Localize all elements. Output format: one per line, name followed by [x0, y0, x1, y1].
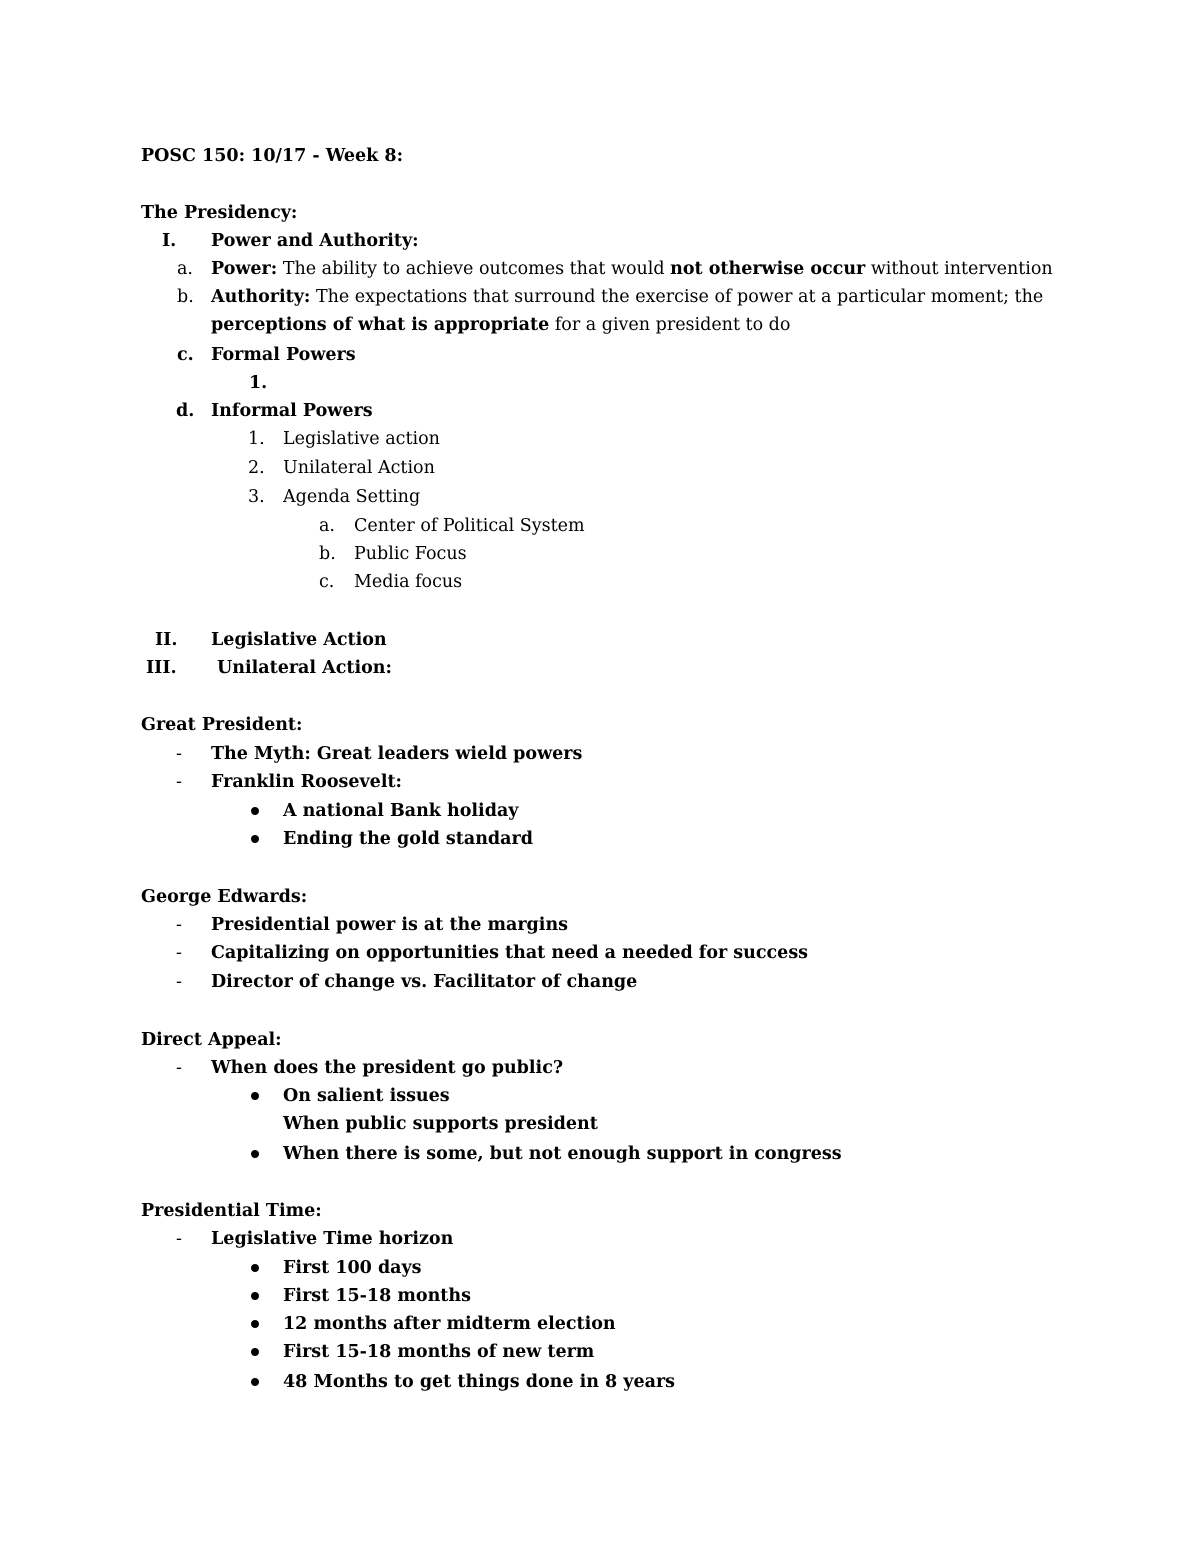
dash-marker: - [176, 772, 182, 792]
outline-item-informal-powers: Informal Powers [211, 401, 373, 421]
roosevelt-bullet-gold-standard: Ending the gold standard [283, 829, 533, 849]
dash-marker: - [176, 972, 182, 992]
informal-marker-1: 1. [248, 429, 265, 449]
definition-power-text-1: The ability to achieve outcomes that would [277, 259, 671, 279]
agenda-item-media: Media focus [354, 572, 463, 592]
definition-power-text-2: without intervention [865, 259, 1053, 279]
ptime-bullet-new-term: First 15-18 months of new term [283, 1342, 595, 1362]
outline-item-power-authority: Power and Authority: [211, 231, 419, 251]
dash-marker: - [176, 1229, 182, 1249]
bullet-icon [251, 1320, 259, 1328]
informal-item-agenda: Agenda Setting [283, 487, 421, 507]
ptime-bullet-midterm: 12 months after midterm election [283, 1314, 616, 1334]
agenda-item-center: Center of Political System [354, 516, 585, 536]
bullet-icon [251, 1292, 259, 1300]
definition-authority-continued [211, 314, 790, 336]
informal-marker-2: 2. [248, 458, 265, 478]
term-authority: Authority: [211, 287, 311, 307]
term-power: Power: [211, 259, 278, 279]
definition-authority-text-2: for a given president to do [549, 315, 791, 335]
definition-power [211, 258, 1053, 280]
outline-marker-formal-1: 1. [249, 373, 268, 393]
appeal-bullet-salient: On salient issues [283, 1086, 450, 1106]
outline-marker-a: a. [177, 259, 193, 279]
document-title: POSC 150: 10/17 - Week 8: [141, 146, 404, 166]
outline-marker-i: I. [162, 231, 177, 251]
ptime-item-horizon: Legislative Time horizon [211, 1229, 454, 1249]
agenda-marker-a: a. [319, 516, 335, 536]
bullet-icon [251, 1264, 259, 1272]
bullet-icon [251, 1348, 259, 1356]
definition-authority-text-1: The expectations that surround the exercise of power at a particular moment; the [310, 287, 1044, 307]
outline-item-unilateral-action: Unilateral Action: [217, 658, 392, 678]
outline-item-formal-powers: Formal Powers [211, 345, 356, 365]
outline-marker-ii: II. [155, 630, 178, 650]
informal-marker-3: 3. [248, 487, 265, 507]
ptime-bullet-15-18-months: First 15-18 months [283, 1286, 471, 1306]
informal-item-legislative: Legislative action [283, 429, 440, 449]
informal-item-unilateral: Unilateral Action [283, 458, 435, 478]
outline-marker-c: c. [177, 345, 194, 365]
definition-power-emphasis: not otherwise occur [670, 259, 866, 279]
bullet-icon [251, 1092, 259, 1100]
appeal-item-go-public: When does the president go public? [211, 1058, 564, 1078]
roosevelt-bullet-bank-holiday: A national Bank holiday [283, 801, 519, 821]
outline-marker-d: d. [176, 401, 195, 421]
edwards-item-margins: Presidential power is at the margins [211, 915, 569, 935]
bullet-icon [251, 807, 259, 815]
appeal-bullet-public-supports: When public supports president [283, 1114, 598, 1134]
dash-marker: - [176, 744, 182, 764]
dash-marker: - [176, 915, 182, 935]
agenda-marker-c: c. [319, 572, 335, 592]
bullet-icon [251, 835, 259, 843]
section-heading-george-edwards: George Edwards: [141, 887, 308, 907]
appeal-bullet-congress: When there is some, but not enough support in congress [283, 1144, 842, 1164]
bullet-icon [251, 1378, 259, 1386]
bullet-icon [251, 1150, 259, 1158]
outline-item-legislative-action: Legislative Action [211, 630, 387, 650]
ptime-bullet-100-days: First 100 days [283, 1258, 422, 1278]
outline-marker-b: b. [177, 287, 194, 307]
section-heading-great-president: Great President: [141, 715, 303, 735]
ptime-bullet-48-months: 48 Months to get things done in 8 years [283, 1372, 676, 1392]
great-item-myth: The Myth: Great leaders wield powers [211, 744, 583, 764]
outline-marker-iii: III. [146, 658, 177, 678]
section-heading-presidency: The Presidency: [141, 203, 298, 223]
dash-marker: - [176, 943, 182, 963]
section-heading-presidential-time: Presidential Time: [141, 1201, 322, 1221]
definition-authority-emphasis: perceptions of what is appropriate [211, 315, 550, 335]
great-item-roosevelt: Franklin Roosevelt: [211, 772, 403, 792]
definition-authority [211, 286, 1043, 308]
agenda-marker-b: b. [319, 544, 336, 564]
edwards-item-director: Director of change vs. Facilitator of change [211, 972, 638, 992]
edwards-item-opportunities: Capitalizing on opportunities that need a needed for success [211, 943, 809, 963]
agenda-item-public: Public Focus [354, 544, 467, 564]
section-heading-direct-appeal: Direct Appeal: [141, 1030, 282, 1050]
dash-marker: - [176, 1058, 182, 1078]
